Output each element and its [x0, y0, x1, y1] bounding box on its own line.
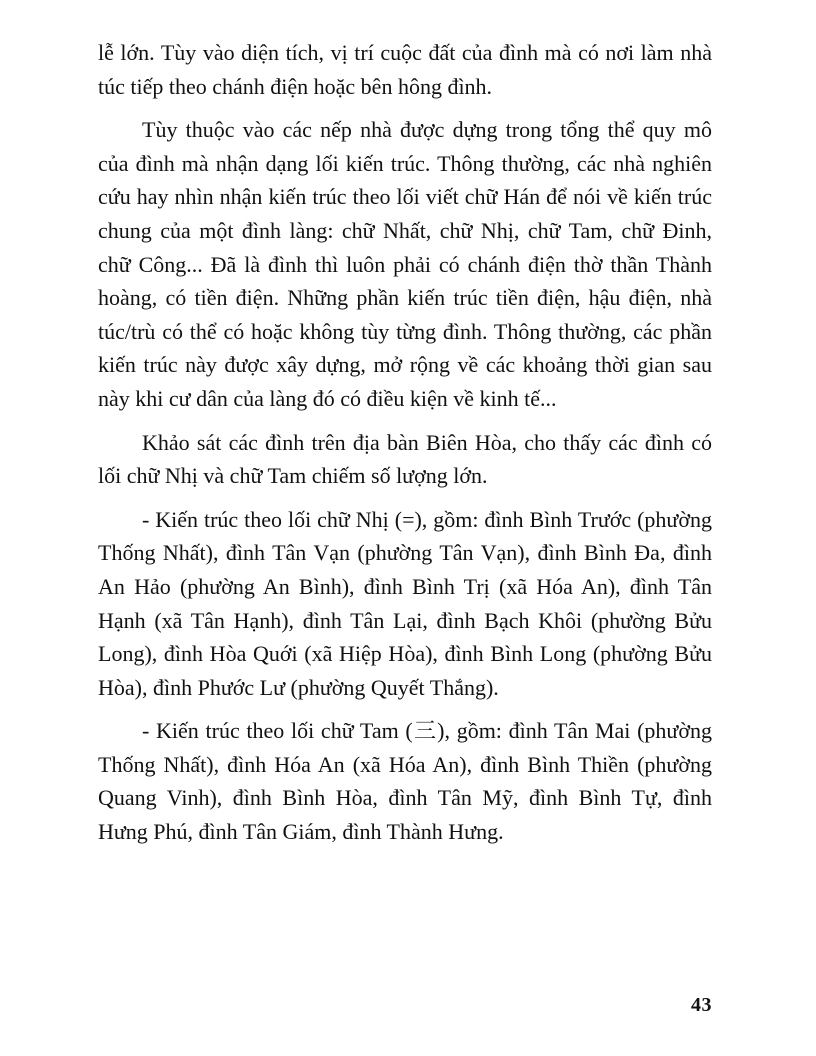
- paragraph-2: Tùy thuộc vào các nếp nhà được dựng trong tổng thể quy mô của đình mà nhận dạng lối kiến trúc. Thông thường, các nhà nghiên cứu hay nhìn nhận kiến trúc theo lối viết chữ Hán để nói về kiến trúc chung của một đình làng: chữ Nhất, chữ Nhị, chữ Tam, chữ Đinh, chữ Công... Đã là đình thì luôn phải có chánh điện thờ thần Thành hoàng, có tiền điện. Những phần kiến trúc tiền điện, hậu điện, nhà túc/trù có thể có hoặc không tùy từng đình. Thông thường, các phần kiến trúc này được xây dựng, mở rộng về các khoảng thời gian sau này khi cư dân của làng đó có điều kiện về kinh tế...: [98, 117, 712, 411]
- paragraph-1: lễ lớn. Tùy vào diện tích, vị trí cuộc đất của đình mà có nơi làm nhà túc tiếp theo chánh điện hoặc bên hông đình.: [98, 40, 712, 99]
- page-number: 43: [691, 994, 712, 1016]
- page-body: [98, 36, 712, 849]
- paragraph-3: Khảo sát các đình trên địa bàn Biên Hòa, cho thấy các đình có lối chữ Nhị và chữ Tam chiếm số lượng lớn.: [98, 429, 712, 489]
- paragraph-4: - Kiến trúc theo lối chữ Nhị (=), gồm: đình Bình Trước (phường Thống Nhất), đình Tân Vạn (phường Tân Vạn), đình Bình Đa, đình An Hảo (phường An Bình), đình Bình Trị (xã Hóa An), đình Tân Hạnh (xã Tân Hạnh), đình Tân Lại, đình Bạch Khôi (phường Bửu Long), đình Hòa Quới (xã Hiệp Hòa), đình Bình Long (phường Bửu Hòa), đình Phước Lư (phường Quyết Thắng).: [98, 506, 712, 700]
- paragraph-5: - Kiến trúc theo lối chữ Tam (三), gồm: đình Tân Mai (phường Thống Nhất), đình Hóa An (xã Hóa An), đình Bình Thiền (phường Quang Vinh), đình Bình Hòa, đình Tân Mỹ, đình Bình Tự, đình Hưng Phú, đình Tân Giám, đình Thành Hưng.: [98, 718, 712, 845]
